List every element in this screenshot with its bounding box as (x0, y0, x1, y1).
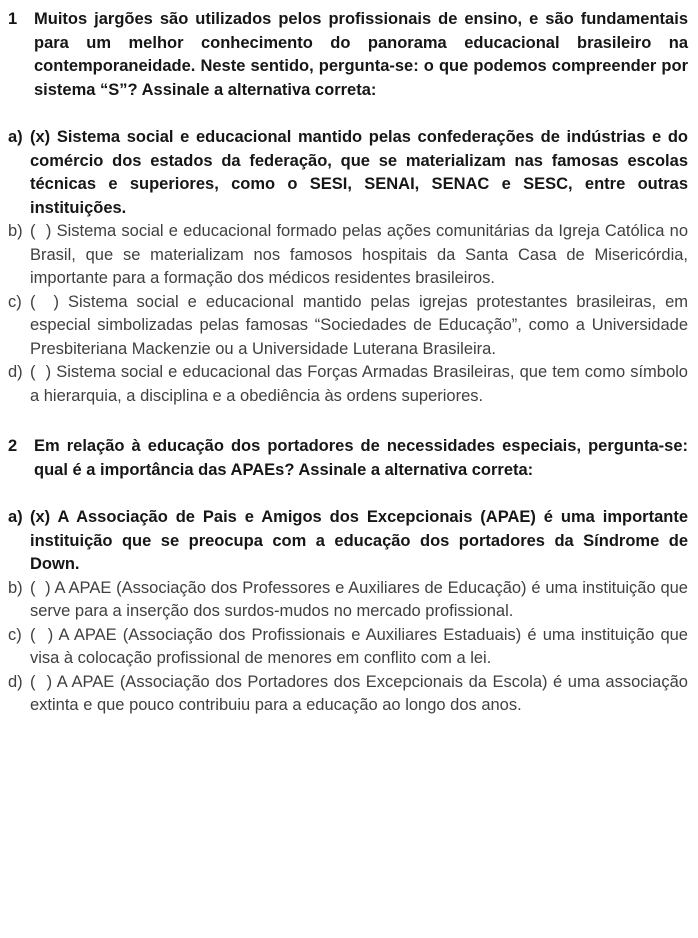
answer-marker-checked: (x) (30, 508, 51, 526)
option-text: Sistema social e educacional mantido pelas confederações de indústrias e do comércio dos estados da federação, que se materializam nas famosas escolas técnicas e superiores, como o SESI, SENAI, SENAC e SESC, entre outras instituições. (30, 128, 688, 217)
option-text: Sistema social e educacional formado pelas ações comunitárias da Igreja Católica no Brasil, que se materializam nos famosos hospitais da Santa Casa de Misericórdia, importante para a formação dos médicos residentes brasileiros. (30, 222, 688, 287)
question-2-option-a (8, 506, 688, 577)
question-2-option-b (8, 577, 688, 624)
question-2-option-d (8, 671, 688, 718)
option-text: A Associação de Pais e Amigos dos Excepcionais (APAE) é uma importante instituição que se preocupa com a educação dos portadores da Síndrome de Down. (30, 508, 688, 573)
option-text: A APAE (Associação dos Profissionais e Auxiliares Estaduais) é uma instituição que visa à colocação profissional de menores em conflito com a lei. (30, 625, 688, 667)
question-2-statement (8, 435, 688, 482)
option-label: a) (8, 508, 23, 526)
question-1-statement (8, 8, 688, 102)
answer-marker-unchecked: ( ) (30, 578, 51, 597)
answer-marker-unchecked: ( ) (30, 222, 52, 240)
quiz-page (8, 8, 688, 718)
option-text: Sistema social e educacional mantido pelas igrejas protestantes brasileiras, em especial simbolizadas pelas famosas “Sociedades de Educação”, como a Universidade Presbiteriana Mackenzie ou a Universidade Luterana Brasileira. (30, 292, 688, 358)
option-label: b) (8, 578, 23, 597)
question-1-option-b (8, 220, 688, 291)
option-text: Sistema social e educacional das Forças Armadas Brasileiras, que tem como símbolo a hierarquia, a disciplina e a obediência às ordens superiores. (30, 363, 688, 405)
option-label: a) (8, 128, 23, 146)
answer-marker-unchecked: ( ) (30, 292, 59, 311)
question-1-option-c (8, 291, 688, 362)
question-2-number: 2 (8, 437, 18, 455)
option-label: d) (8, 672, 23, 691)
question-2 (8, 435, 688, 718)
option-label: b) (8, 222, 23, 240)
question-1-text: Muitos jargões são utilizados pelos profissionais de ensino, e são fundamentais para um melhor conhecimento do panorama educacional brasileiro na contemporaneidade. Neste sentido, pergunta-se: o que podemos compreender por sistema “S”? Assinale a alternativa correta: (34, 10, 688, 99)
option-text: A APAE (Associação dos Professores e Auxiliares de Educação) é uma instituição que serve para a inserção dos surdos-mudos no mercado profissional. (30, 578, 688, 620)
option-text: A APAE (Associação dos Portadores dos Excepcionais da Escola) é uma associação extinta e que pouco contribuiu para a educação ao longo dos anos. (30, 672, 688, 714)
question-1-option-d (8, 361, 688, 408)
answer-marker-unchecked: ( ) (30, 672, 53, 691)
option-label: c) (8, 625, 22, 644)
question-2-option-c (8, 624, 688, 671)
question-1-option-a (8, 126, 688, 220)
question-1-number: 1 (8, 10, 18, 28)
answer-marker-unchecked: ( ) (30, 363, 52, 381)
answer-marker-unchecked: ( ) (30, 625, 54, 644)
question-1 (8, 8, 688, 408)
question-2-text: Em relação à educação dos portadores de necessidades especiais, pergunta-se: qual é a importância das APAEs? Assinale a alternativa correta: (34, 437, 688, 479)
answer-marker-checked: (x) (30, 128, 51, 146)
option-label: c) (8, 292, 22, 311)
option-label: d) (8, 363, 23, 381)
